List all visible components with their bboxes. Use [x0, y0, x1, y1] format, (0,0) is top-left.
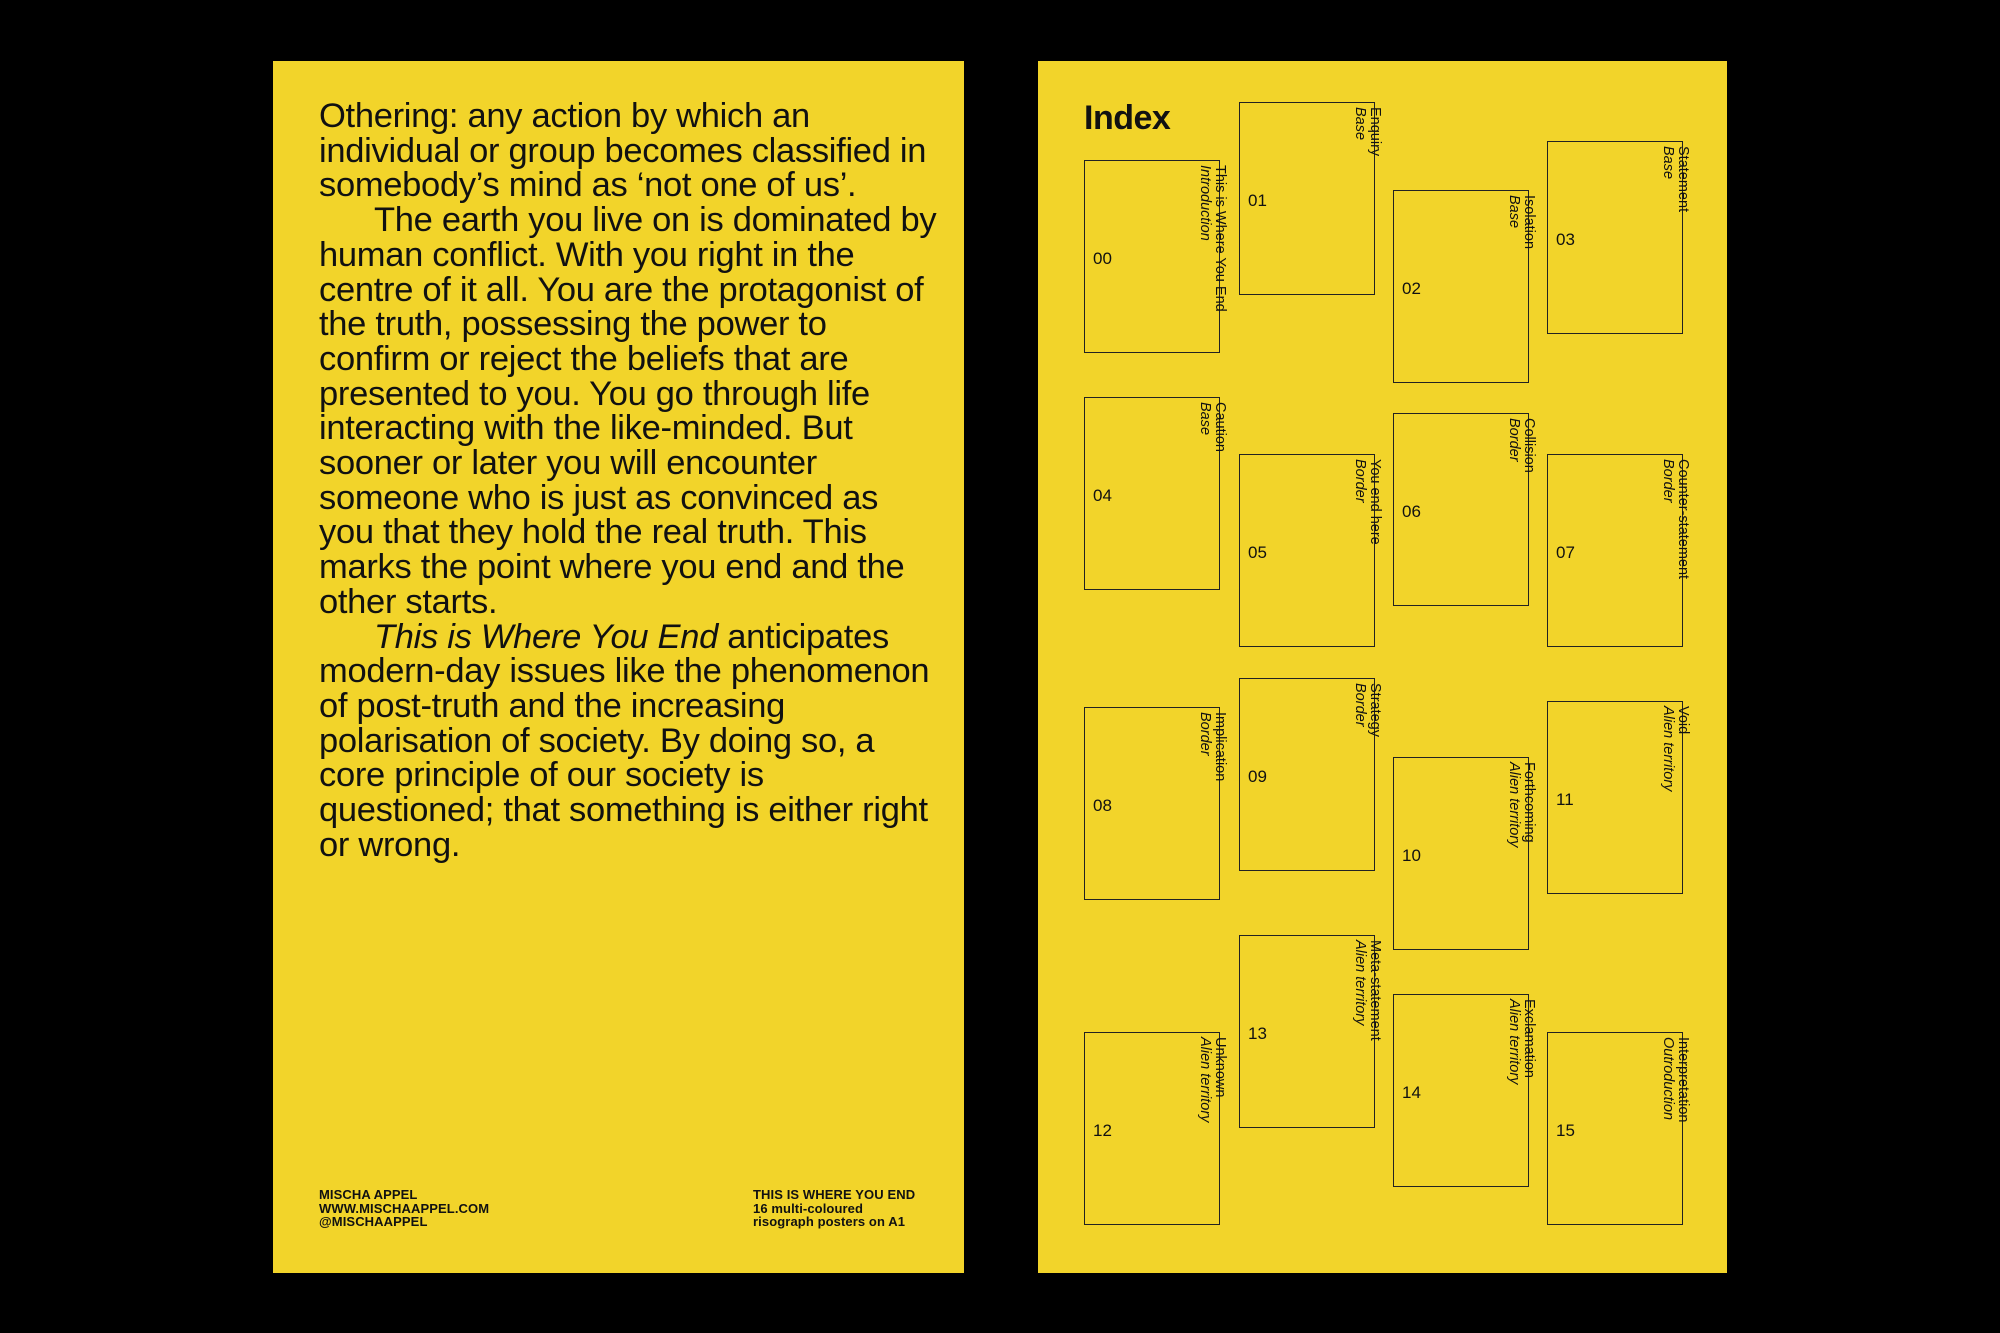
index-card [1239, 454, 1383, 647]
card-title: Isolation [1521, 195, 1537, 250]
card-number: 00 [1093, 249, 1112, 268]
index-card [1547, 1032, 1691, 1225]
footer-website: WWW.MISCHAAPPEL.COM [319, 1200, 490, 1216]
card-number: 13 [1248, 1024, 1267, 1043]
index-card [1393, 994, 1537, 1187]
card-label [1506, 195, 1536, 249]
footer-project [753, 1188, 915, 1229]
card-label [1660, 1037, 1690, 1122]
card-title: You end here [1367, 459, 1383, 545]
card-number: 03 [1556, 230, 1575, 249]
card-title: Implication [1212, 712, 1228, 782]
card-subtitle: Base [1352, 107, 1368, 141]
card-title: Counter-statement [1675, 459, 1691, 580]
card-subtitle: Border [1506, 418, 1522, 462]
card-title: Forthcoming [1521, 762, 1537, 843]
card-title: Enquiry [1367, 107, 1383, 157]
card-number: 12 [1093, 1121, 1112, 1140]
card-subtitle: Alien territory [1197, 1037, 1213, 1123]
card-number: 08 [1093, 796, 1112, 815]
card-subtitle: Alien territory [1352, 940, 1368, 1026]
index-card [1239, 678, 1383, 871]
card-title: Meta-statement [1367, 940, 1383, 1041]
card-label [1197, 1037, 1227, 1122]
card-subtitle: Outroduction [1660, 1037, 1676, 1121]
index-card [1084, 160, 1228, 353]
index-card [1547, 454, 1691, 647]
index-card [1084, 397, 1228, 590]
paragraph-2: The earth you live on is dominated by human conflict. With you right in the centre of it all. You are the protagonist of the truth, possessing the power to confirm or reject the beliefs that are presented to you. You go through life interacting with the like-minded. But sooner or later you will encounter someone who is just as convinced as you that they hold the real truth. This marks the point where you end and the other starts. [319, 201, 937, 621]
card-label [1660, 459, 1690, 579]
left-poster [273, 61, 964, 1273]
index-card [1393, 757, 1537, 950]
card-subtitle: Alien territory [1660, 706, 1676, 792]
card-label [1197, 165, 1227, 312]
card-title: Unknown [1212, 1037, 1228, 1098]
card-number: 11 [1556, 790, 1574, 809]
card-number: 04 [1093, 486, 1112, 505]
card-subtitle: Base [1506, 195, 1522, 229]
card-title: Strategy [1367, 683, 1383, 737]
index-card [1084, 707, 1228, 900]
right-poster [1038, 61, 1727, 1273]
card-label [1506, 762, 1536, 847]
index-title: Index [1084, 99, 1171, 137]
footer-author: MISCHA APPEL [319, 1187, 418, 1202]
index-card [1547, 701, 1691, 894]
footer-handle: @MISCHAAPPEL [319, 1214, 428, 1229]
card-label [1660, 146, 1690, 212]
card-subtitle: Border [1197, 712, 1213, 756]
index-card [1547, 141, 1691, 334]
card-title: Void [1675, 706, 1691, 735]
card-number: 07 [1556, 543, 1575, 562]
card-title: Statement [1675, 146, 1691, 213]
card-subtitle: Alien territory [1506, 999, 1522, 1085]
paragraph-3 [319, 617, 939, 864]
card-subtitle: Border [1352, 683, 1368, 727]
footer-project-title: THIS IS WHERE YOU END [753, 1187, 916, 1202]
card-label [1352, 940, 1382, 1041]
card-title: Interpretation [1675, 1037, 1691, 1123]
card-subtitle: Introduction [1197, 165, 1213, 241]
paragraph-1: Othering: any action by which an individual or group becomes classified in somebody’s mind as ‘not one of us’. [319, 97, 927, 205]
essay-text [319, 99, 939, 862]
card-subtitle: Base [1197, 402, 1213, 436]
card-subtitle: Border [1660, 459, 1676, 503]
card-label [1197, 712, 1227, 781]
card-subtitle: Base [1660, 146, 1676, 180]
index-card [1239, 102, 1383, 295]
card-number: 05 [1248, 543, 1267, 562]
footer-credits [319, 1188, 489, 1229]
card-subtitle: Border [1352, 459, 1368, 503]
card-label [1506, 418, 1536, 473]
card-number: 02 [1402, 279, 1421, 298]
card-title: Collision [1521, 418, 1537, 473]
card-number: 06 [1402, 502, 1421, 521]
card-label [1197, 402, 1227, 452]
card-number: 10 [1402, 846, 1421, 865]
card-number: 01 [1248, 191, 1267, 210]
footer-project-desc-1: 16 multi-coloured [753, 1200, 864, 1216]
index-card [1393, 190, 1537, 383]
paragraph-3-italic: This is Where You End [374, 617, 718, 656]
index-card [1239, 935, 1383, 1128]
card-subtitle: Alien territory [1506, 762, 1522, 848]
card-label [1352, 459, 1382, 545]
card-number: 14 [1402, 1083, 1421, 1102]
card-label [1352, 683, 1382, 737]
card-label [1352, 107, 1382, 156]
index-card [1084, 1032, 1228, 1225]
card-label [1660, 706, 1690, 791]
paragraph-3-text: anticipates modern-day issues like the phenomenon of post-truth and the increasing polarisation of society. By doing so, a core principle of our society is questioned; that something is either right or wrong. [319, 617, 930, 864]
card-title: Exclamation [1521, 999, 1537, 1078]
card-number: 09 [1248, 767, 1267, 786]
footer-project-desc-2: risograph posters on A1 [753, 1214, 906, 1229]
index-card [1393, 413, 1537, 606]
card-title: Caution [1212, 402, 1228, 452]
card-label [1506, 999, 1536, 1084]
card-title: This is Where You End [1212, 165, 1228, 312]
card-number: 15 [1556, 1121, 1575, 1140]
